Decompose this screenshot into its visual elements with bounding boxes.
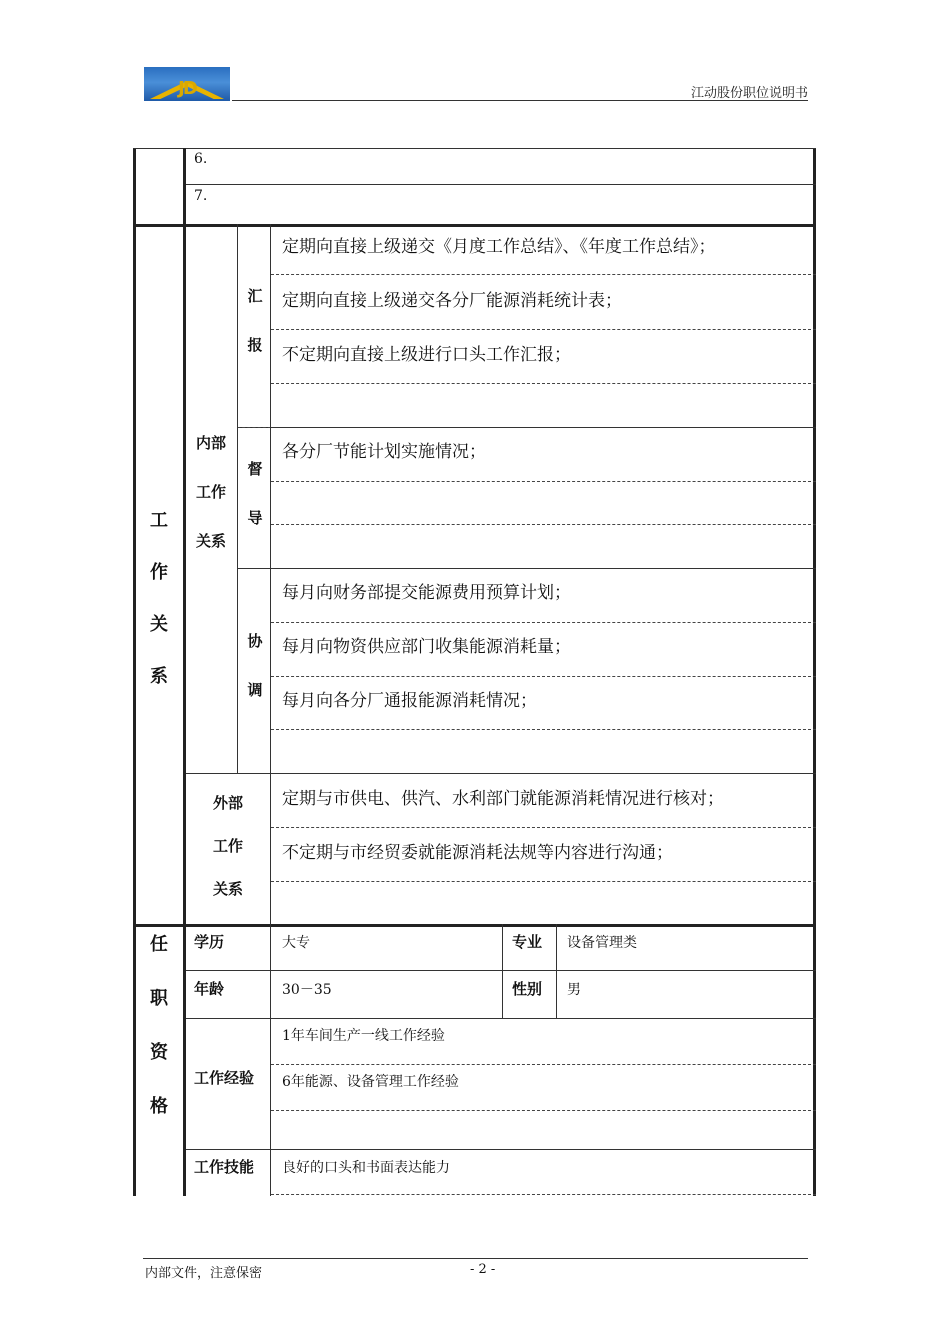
report-label: 汇 报 bbox=[247, 287, 263, 354]
footer-confidential: 内部文件，注意保密 bbox=[145, 1266, 263, 1281]
footer-divider bbox=[143, 1258, 808, 1259]
external-relations-label: 外部 工作 关系 bbox=[212, 794, 243, 898]
age-label: 年龄 bbox=[194, 980, 225, 998]
header-divider bbox=[232, 100, 808, 101]
internal-relations-label: 内部 工作 关系 bbox=[195, 434, 226, 550]
row-item-6: 6. bbox=[194, 151, 208, 167]
coordinate-item: 每月向各分厂通报能源消耗情况； bbox=[282, 691, 537, 711]
logo-mark: JD bbox=[178, 78, 196, 99]
document-title: 江动股份职位说明书 bbox=[690, 86, 808, 101]
gender-value: 男 bbox=[567, 982, 581, 998]
coordinate-item: 每月向财务部提交能源费用预算计划； bbox=[282, 583, 571, 603]
experience-item: 1年车间生产一线工作经验 bbox=[282, 1028, 445, 1044]
report-item: 定期向直接上级递交《月度工作总结》、《年度工作总结》； bbox=[282, 237, 716, 257]
experience-label: 工作经验 bbox=[194, 1069, 255, 1087]
supervise-label: 督 导 bbox=[247, 460, 263, 527]
coordinate-label: 协 调 bbox=[247, 632, 263, 699]
education-label: 学历 bbox=[194, 933, 225, 951]
external-item: 定期与市供电、供汽、水利部门就能源消耗情况进行核对； bbox=[282, 789, 724, 809]
work-relations-label: 工 作 关 系 bbox=[150, 510, 168, 687]
coordinate-item: 每月向物资供应部门收集能源消耗量； bbox=[282, 637, 571, 657]
major-label: 专业 bbox=[512, 933, 543, 951]
page-number: - 2 - bbox=[470, 1262, 496, 1277]
age-value: 30－35 bbox=[282, 982, 332, 998]
skill-value: 良好的口头和书面表达能力 bbox=[282, 1160, 450, 1176]
major-value: 设备管理类 bbox=[567, 935, 637, 951]
report-item: 定期向直接上级递交各分厂能源消耗统计表； bbox=[282, 291, 622, 311]
gender-label: 性别 bbox=[512, 980, 543, 998]
skill-label: 工作技能 bbox=[194, 1158, 255, 1176]
qualifications-label: 任 职 资 格 bbox=[150, 934, 168, 1117]
report-item: 不定期向直接上级进行口头工作汇报； bbox=[282, 345, 571, 365]
external-item: 不定期与市经贸委就能源消耗法规等内容进行沟通； bbox=[282, 843, 673, 863]
supervise-item: 各分厂节能计划实施情况； bbox=[282, 442, 486, 462]
education-value: 大专 bbox=[282, 935, 310, 951]
row-item-7: 7. bbox=[194, 188, 208, 204]
company-logo bbox=[144, 67, 230, 101]
experience-item: 6年能源、设备管理工作经验 bbox=[282, 1074, 459, 1090]
